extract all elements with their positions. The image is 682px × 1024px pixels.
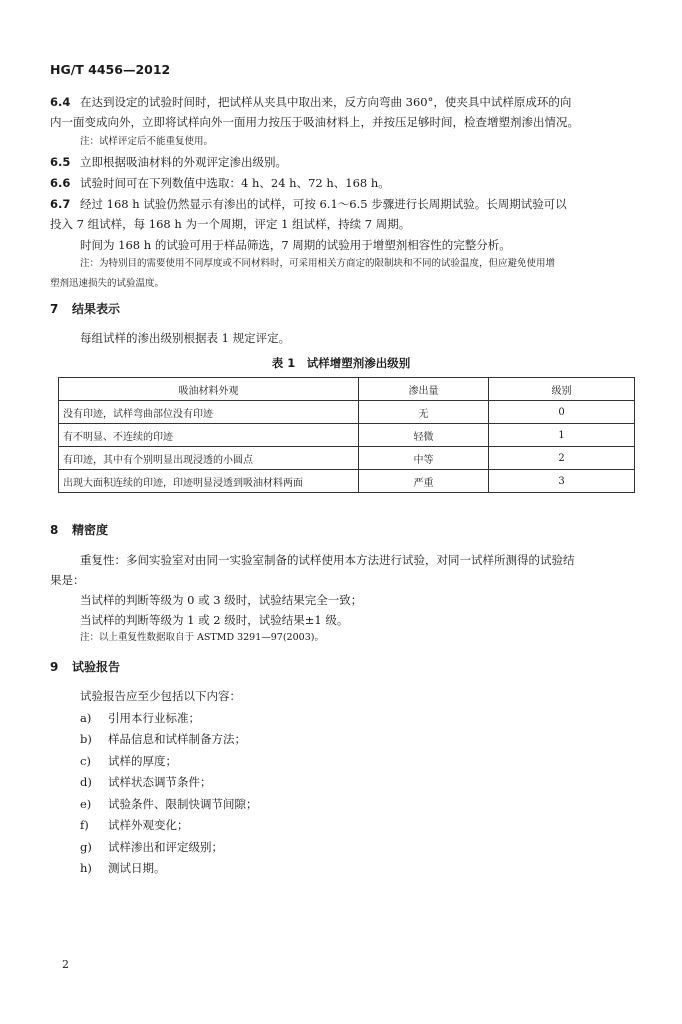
table-caption: 表 1 试样增塑剂渗出级别 [271,356,411,370]
note: 注：以上重复性数据取自于 ASTMD 3291—97(2003)。 [80,632,324,643]
table-row [59,424,635,447]
clause-text: 在达到设定的试验时间时，把试样从夹具中取出来，反方向弯曲 360°，使夹具中试样原成环的向 [80,95,572,109]
paragraph: 时间为 168 h 的试验可用于样品筛选，7 周期的试验用于增塑剂相容性的完整分析。 [80,238,511,252]
table-header: 吸油材料外观 [59,378,359,401]
table-1 [58,377,635,493]
clause-6-7 [50,194,650,234]
clause-6-6 [50,173,390,193]
table-cell: 有不明显、不连续的印迹 [59,424,359,447]
table-cell: 有印迹，其中有个别明显出现浸透的小圆点 [59,447,359,470]
list-item [80,729,258,751]
table-cell: 3 [489,470,635,493]
clause-text: 试验时间可在下列数值中选取：4 h、24 h、72 h、168 h。 [80,176,390,190]
clause-6-5 [50,152,287,172]
paragraph: 每组试样的渗出级别根据表 1 规定评定。 [80,331,291,345]
paragraph: 重复性：多间实验室对由同一实验室制备的试样使用本方法进行试验，对同一试样所测得的试验结 [80,553,575,567]
list-marker: h) [80,861,92,875]
list-text: 样品信息和试样制备方法； [108,732,246,746]
table-cell: 严重 [359,470,489,493]
section-9-heading [50,658,120,675]
list-item: 当试样的判断等级为 1 或 2 级时，试验结果±1 级。 [80,613,349,627]
list-item [80,772,258,794]
clause-text: 内一面变成向外，立即将试样向外一面用力按压于吸油材料上，并按压足够时间，检查增塑剂渗出情况。 [50,115,579,129]
list-text: 试样外观变化； [108,818,189,832]
table-cell: 无 [359,401,489,424]
document-code: HG/T 4456—2012 [50,62,171,77]
note: 注：试样评定后不能重复使用。 [80,136,214,147]
table-cell: 中等 [359,447,489,470]
list-marker: e) [80,796,92,811]
table-cell: 没有印迹，试样弯曲部位没有印迹 [59,401,359,424]
table-cell: 出现大面积连续的印迹，印迹明显浸透到吸油材料两面 [59,470,359,493]
list-text: 引用本行业标准； [108,710,200,725]
paragraph: 试验报告应至少包括以下内容： [80,689,241,703]
list-text: 测试日期。 [108,861,166,875]
table-cell: 2 [489,447,635,470]
note-line: 塑剂迅速损失的试验温度。 [50,278,165,289]
list-marker: a) [80,710,92,725]
section-number: 8 [50,523,59,537]
clause-text: 投入 7 组试样，每 168 h 为一个周期，评定 1 组试样，持续 7 周期。 [50,217,411,231]
table-header: 级别 [489,378,635,401]
section-title: 试验报告 [72,660,121,674]
paragraph: 果是： [50,573,85,587]
clause-text: 经过 168 h 试验仍然显示有渗出的试样，可按 6.1～6.5 步骤进行长周期试验。长周期试验可以 [80,197,567,211]
clause-number: 6.4 [50,95,71,109]
table-row [59,470,635,493]
list-item [80,837,258,859]
clause-number: 6.6 [50,176,71,190]
list-marker: b) [80,732,92,746]
section-7-heading [50,300,120,317]
section-title: 精密度 [72,523,109,537]
table-header-row [59,378,635,401]
list-item [80,794,258,816]
list-text: 试样的厚度； [108,753,177,768]
clause-number: 6.5 [50,155,71,169]
list-item: 当试样的判断等级为 0 或 3 级时，试验结果完全一致； [80,593,363,607]
note-line: 注：为特别目的需要使用不同厚度或不同材料时，可采用相关方商定的限制块和不同的试验温度，但应避免使用增 [80,258,556,269]
list-item [80,815,258,837]
note [50,254,650,294]
table-cell: 1 [489,424,635,447]
section-title: 结果表示 [72,302,121,316]
section-number: 7 [50,302,59,316]
list-item [80,708,258,730]
list-text: 试样渗出和评定级别； [108,839,223,854]
clause-text: 立即根据吸油材料的外观评定渗出级别。 [80,155,287,169]
table-cell: 轻微 [359,424,489,447]
list-marker: g) [80,839,92,854]
list-marker: c) [80,753,91,768]
list-item [80,751,258,773]
list-marker: f) [80,818,89,832]
section-9-body [80,686,258,880]
table-row [59,447,635,470]
table-row [59,401,635,424]
page-number: 2 [62,958,69,971]
section-8-body [50,550,650,630]
table-cell: 0 [489,401,635,424]
list-marker: d) [80,775,92,789]
section-number: 9 [50,660,59,674]
section-8-heading [50,521,108,538]
clause-number: 6.7 [50,197,71,211]
list-text: 试验条件、限制快调节间隙； [108,796,258,811]
clause-6-4 [50,92,650,132]
list-item [80,858,258,880]
list-text: 试样状态调节条件； [108,775,212,789]
table-header: 渗出量 [359,378,489,401]
